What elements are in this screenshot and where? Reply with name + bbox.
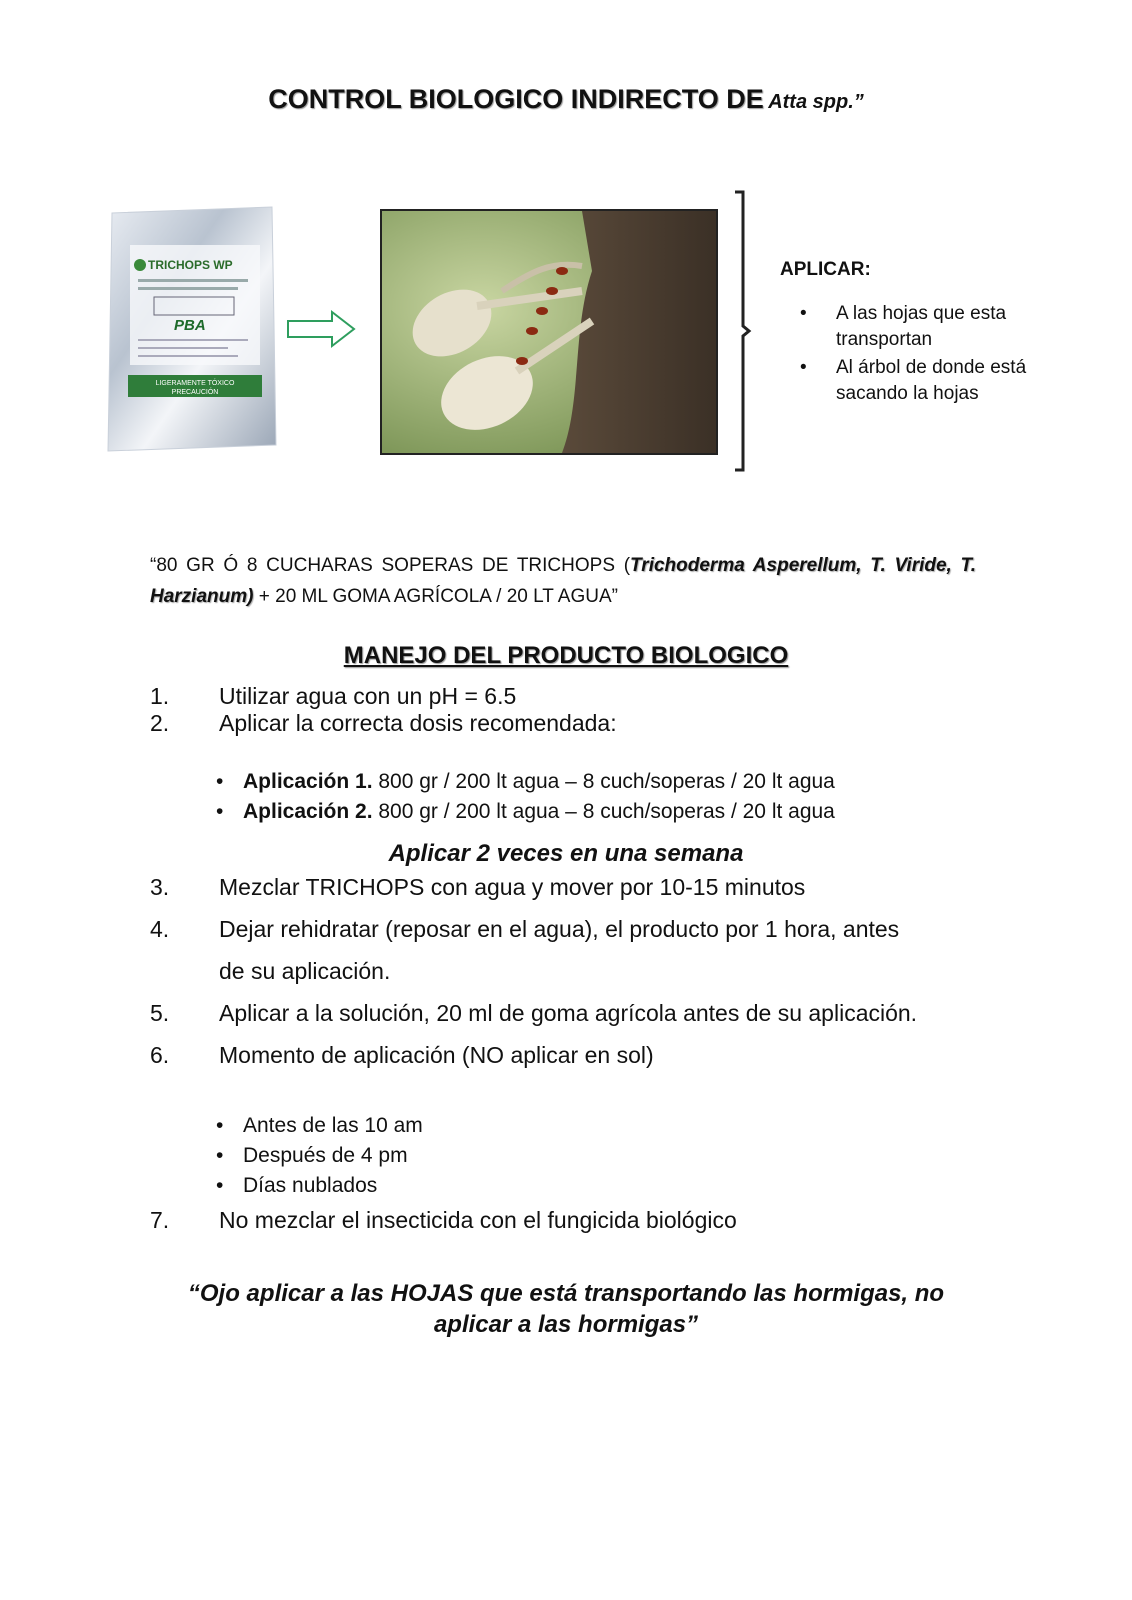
dosage-formula bbox=[150, 550, 976, 612]
frequency-note: Aplicar 2 veces en una semana bbox=[388, 840, 744, 867]
formula-post: + 20 ML GOMA AGRÍCOLA / 20 LT AGUA” bbox=[253, 586, 618, 607]
step-number: 5. bbox=[150, 1000, 170, 1026]
timing-item: • Días nublados bbox=[216, 1171, 423, 1201]
dose-list bbox=[216, 767, 835, 827]
bracket-shape bbox=[733, 190, 753, 472]
package-warning-2: PRECAUCIÓN bbox=[171, 389, 219, 396]
step-text: Momento de aplicación (NO aplicar en sol) bbox=[219, 1042, 654, 1068]
step-number: 6. bbox=[150, 1042, 170, 1068]
step-number: 4. bbox=[150, 916, 170, 942]
step-number: 2. bbox=[150, 710, 170, 736]
formula-pre: “80 GR Ó 8 CUCHARAS SOPERAS DE TRICHOPS ( bbox=[150, 555, 631, 576]
title-main: CONTROL BIOLOGICO INDIRECTO DE bbox=[268, 84, 764, 114]
arrow-right-icon bbox=[286, 309, 358, 349]
page-title bbox=[0, 84, 1132, 115]
aplicar-item: • A las hojas que esta transportan bbox=[800, 301, 1060, 353]
step-text: de su aplicación. bbox=[219, 958, 391, 984]
package-logo: PBA bbox=[174, 317, 206, 334]
dose-text: 800 gr / 200 lt agua – 8 cuch/soperas / 20 lt agua bbox=[372, 800, 835, 823]
aplicar-item: • Al árbol de donde está sacando la hojas bbox=[800, 355, 1060, 407]
quote-line-1: “Ojo aplicar a las HOJAS que está transportando las hormigas, no bbox=[187, 1280, 945, 1307]
step-text: Mezclar TRICHOPS con agua y mover por 10-15 minutos bbox=[219, 874, 806, 900]
step-text: Dejar rehidratar (reposar en el agua), el producto por 1 hora, antes bbox=[219, 916, 900, 942]
aplicar-heading: APLICAR: bbox=[780, 259, 871, 280]
step-text: Aplicar la correcta dosis recomendada: bbox=[219, 710, 617, 736]
trichops-package-image bbox=[104, 205, 280, 455]
step-number: 1. bbox=[150, 683, 170, 709]
title-species: Atta spp.” bbox=[768, 91, 864, 113]
step-number: 3. bbox=[150, 874, 170, 900]
quote-line-2: aplicar a las hormigas” bbox=[433, 1311, 699, 1338]
warning-quote bbox=[0, 1278, 1132, 1340]
step-text: Aplicar a la solución, 20 ml de goma agrícola antes de su aplicación. bbox=[219, 1000, 918, 1026]
timing-item: • Antes de las 10 am bbox=[216, 1111, 423, 1141]
package-warning-1: LIGERAMENTE TÓXICO bbox=[155, 380, 235, 387]
section-title: MANEJO DEL PRODUCTO BIOLOGICO bbox=[343, 642, 789, 669]
step-text: Utilizar agua con un pH = 6.5 bbox=[219, 683, 517, 709]
dose-item bbox=[216, 767, 835, 797]
formula-species: Trichoderma Asperellum, T. Viride, T. Harzianum) bbox=[150, 555, 977, 607]
step-number: 7. bbox=[150, 1207, 170, 1233]
timing-item: • Después de 4 pm bbox=[216, 1141, 423, 1171]
package-brand: TRICHOPS WP bbox=[148, 258, 233, 272]
timing-list bbox=[216, 1111, 423, 1201]
dose-item bbox=[216, 797, 835, 827]
aplicar-list bbox=[800, 301, 1060, 409]
step-text: No mezclar el insecticida con el fungicida biológico bbox=[219, 1207, 737, 1233]
dose-label: Aplicación 2. bbox=[243, 800, 373, 823]
ants-photo bbox=[380, 209, 718, 455]
dose-label: Aplicación 1. bbox=[243, 770, 373, 793]
dose-text: 800 gr / 200 lt agua – 8 cuch/soperas / 20 lt agua bbox=[372, 770, 835, 793]
